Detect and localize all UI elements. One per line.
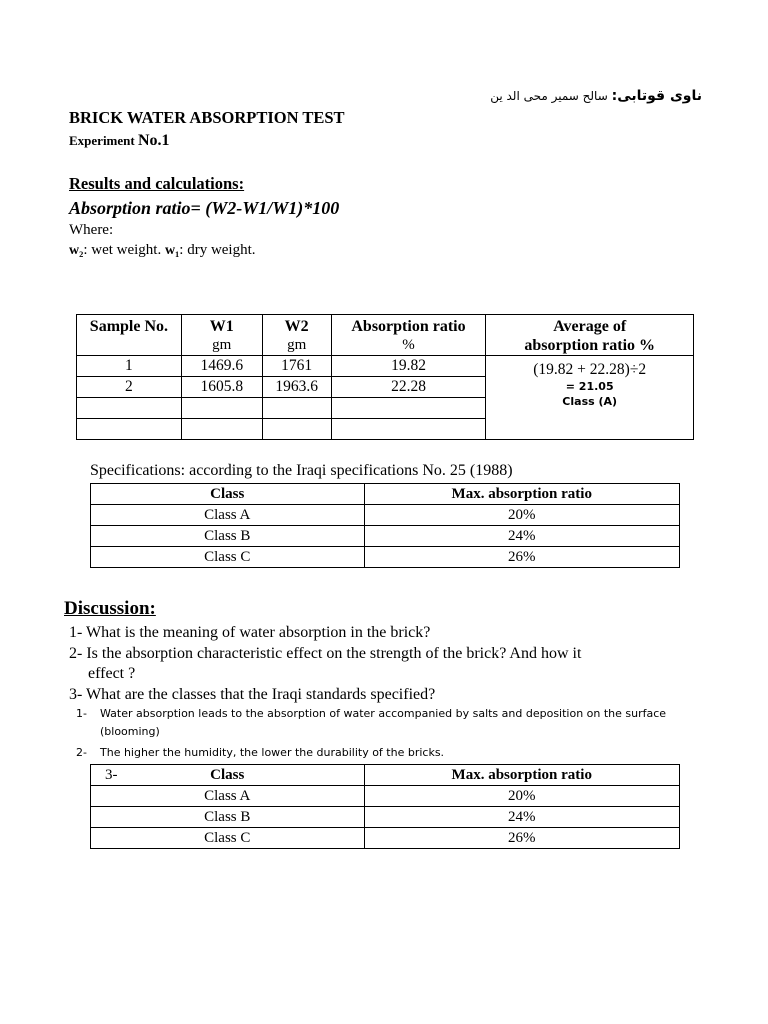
header-class: Class [91, 484, 365, 505]
sample-no-cell: 1 [77, 356, 182, 377]
average-class: Class (A) [562, 395, 618, 408]
class-cell: Class A [91, 786, 365, 807]
table-row [91, 807, 680, 828]
ratio-cell [331, 398, 486, 419]
class-cell: Class B [91, 807, 365, 828]
ratio-cell [331, 419, 486, 440]
average-result: = 21.05 [565, 380, 614, 393]
w2-symbol: w₂ [69, 242, 84, 258]
w1-cell [181, 419, 262, 440]
table-row [91, 547, 680, 568]
header-w1: W1 gm [181, 315, 262, 356]
student-name: سالح سمیر محی الد ین [490, 89, 608, 103]
where-label: Where: [69, 222, 114, 238]
header-w2: W2 gm [262, 315, 331, 356]
header-class: 3- Class [91, 765, 365, 786]
results-table [76, 314, 694, 440]
class-cell: Class B [91, 526, 365, 547]
results-header-row [77, 315, 694, 356]
w2-cell [262, 398, 331, 419]
ratio-cell: 22.28 [331, 377, 486, 398]
class-cell: Class A [91, 505, 365, 526]
w1-cell: 1469.6 [181, 356, 262, 377]
max-ratio-cell: 26% [364, 828, 680, 849]
class-cell: Class C [91, 828, 365, 849]
w2-cell: 1761 [262, 356, 331, 377]
answer-1-cont: (blooming) [100, 725, 160, 738]
table-row [91, 505, 680, 526]
answer-3-table [90, 764, 680, 849]
table-row [91, 786, 680, 807]
weight-definitions [69, 241, 269, 261]
w2-text: : wet weight. [83, 241, 162, 258]
answer-1-text: Water absorption leads to the absorption of water accompanied by salts and deposition on the surface [100, 707, 667, 720]
sample-no-cell [77, 398, 182, 419]
header-max-ratio: Max. absorption ratio [364, 484, 680, 505]
experiment-label: Experiment [69, 133, 135, 148]
header-absorption-ratio: Absorption ratio % [331, 315, 486, 356]
answer-1-number: 1- [76, 707, 87, 720]
header-average: Average of absorption ratio % [486, 315, 694, 356]
max-ratio-cell: 26% [364, 547, 680, 568]
w2-cell [262, 419, 331, 440]
max-ratio-cell: 20% [364, 786, 680, 807]
answer-2-number: 2- [76, 746, 87, 759]
table-row [91, 828, 680, 849]
header-sample-no: Sample No. [77, 315, 182, 356]
answer-3-number: 3- [105, 767, 118, 783]
spec-header-row [91, 484, 680, 505]
table-row [77, 356, 694, 377]
sample-no-cell: 2 [77, 377, 182, 398]
question-2-cont: effect ? [88, 665, 136, 682]
student-name-line [490, 88, 702, 104]
max-ratio-cell: 24% [364, 526, 680, 547]
discussion-heading: Discussion: [64, 598, 156, 619]
question-2: 2- Is the absorption characteristic effect on the strength of the brick? And how it [69, 645, 582, 662]
specifications-table [90, 483, 680, 568]
question-1: 1- What is the meaning of water absorption in the brick? [69, 624, 431, 641]
w1-cell: 1605.8 [181, 377, 262, 398]
answer-2 [76, 744, 444, 762]
header-max-ratio: Max. absorption ratio [364, 765, 680, 786]
class-cell: Class C [91, 547, 365, 568]
table-row [91, 526, 680, 547]
answer-3-header-row [91, 765, 680, 786]
document-title: BRICK WATER ABSORPTION TEST [69, 108, 345, 127]
w2-cell: 1963.6 [262, 377, 331, 398]
specifications-text: Specifications: according to the Iraqi specifications No. 25 (1988) [90, 462, 513, 479]
max-ratio-cell: 24% [364, 807, 680, 828]
student-label: ناوی قوتابی: [611, 88, 702, 104]
absorption-formula: Absorption ratio= (W2-W1/W1)*100 [69, 198, 340, 218]
w1-text: : dry weight. [179, 241, 256, 258]
experiment-number [69, 132, 170, 150]
max-ratio-cell: 20% [364, 505, 680, 526]
where-definitions [69, 221, 269, 260]
w1-symbol: w₁ [164, 242, 180, 258]
w1-cell [181, 398, 262, 419]
answer-2-text: The higher the humidity, the lower the durability of the bricks. [100, 746, 445, 759]
ratio-cell: 19.82 [331, 356, 486, 377]
average-expression: (19.82 + 22.28)÷2 [533, 361, 647, 378]
results-heading: Results and calculations: [69, 174, 245, 193]
answer-1 [76, 705, 666, 723]
experiment-no: No.1 [137, 132, 170, 149]
average-cell [486, 356, 694, 440]
question-3: 3- What are the classes that the Iraqi standards specified? [69, 686, 436, 703]
sample-no-cell [77, 419, 182, 440]
